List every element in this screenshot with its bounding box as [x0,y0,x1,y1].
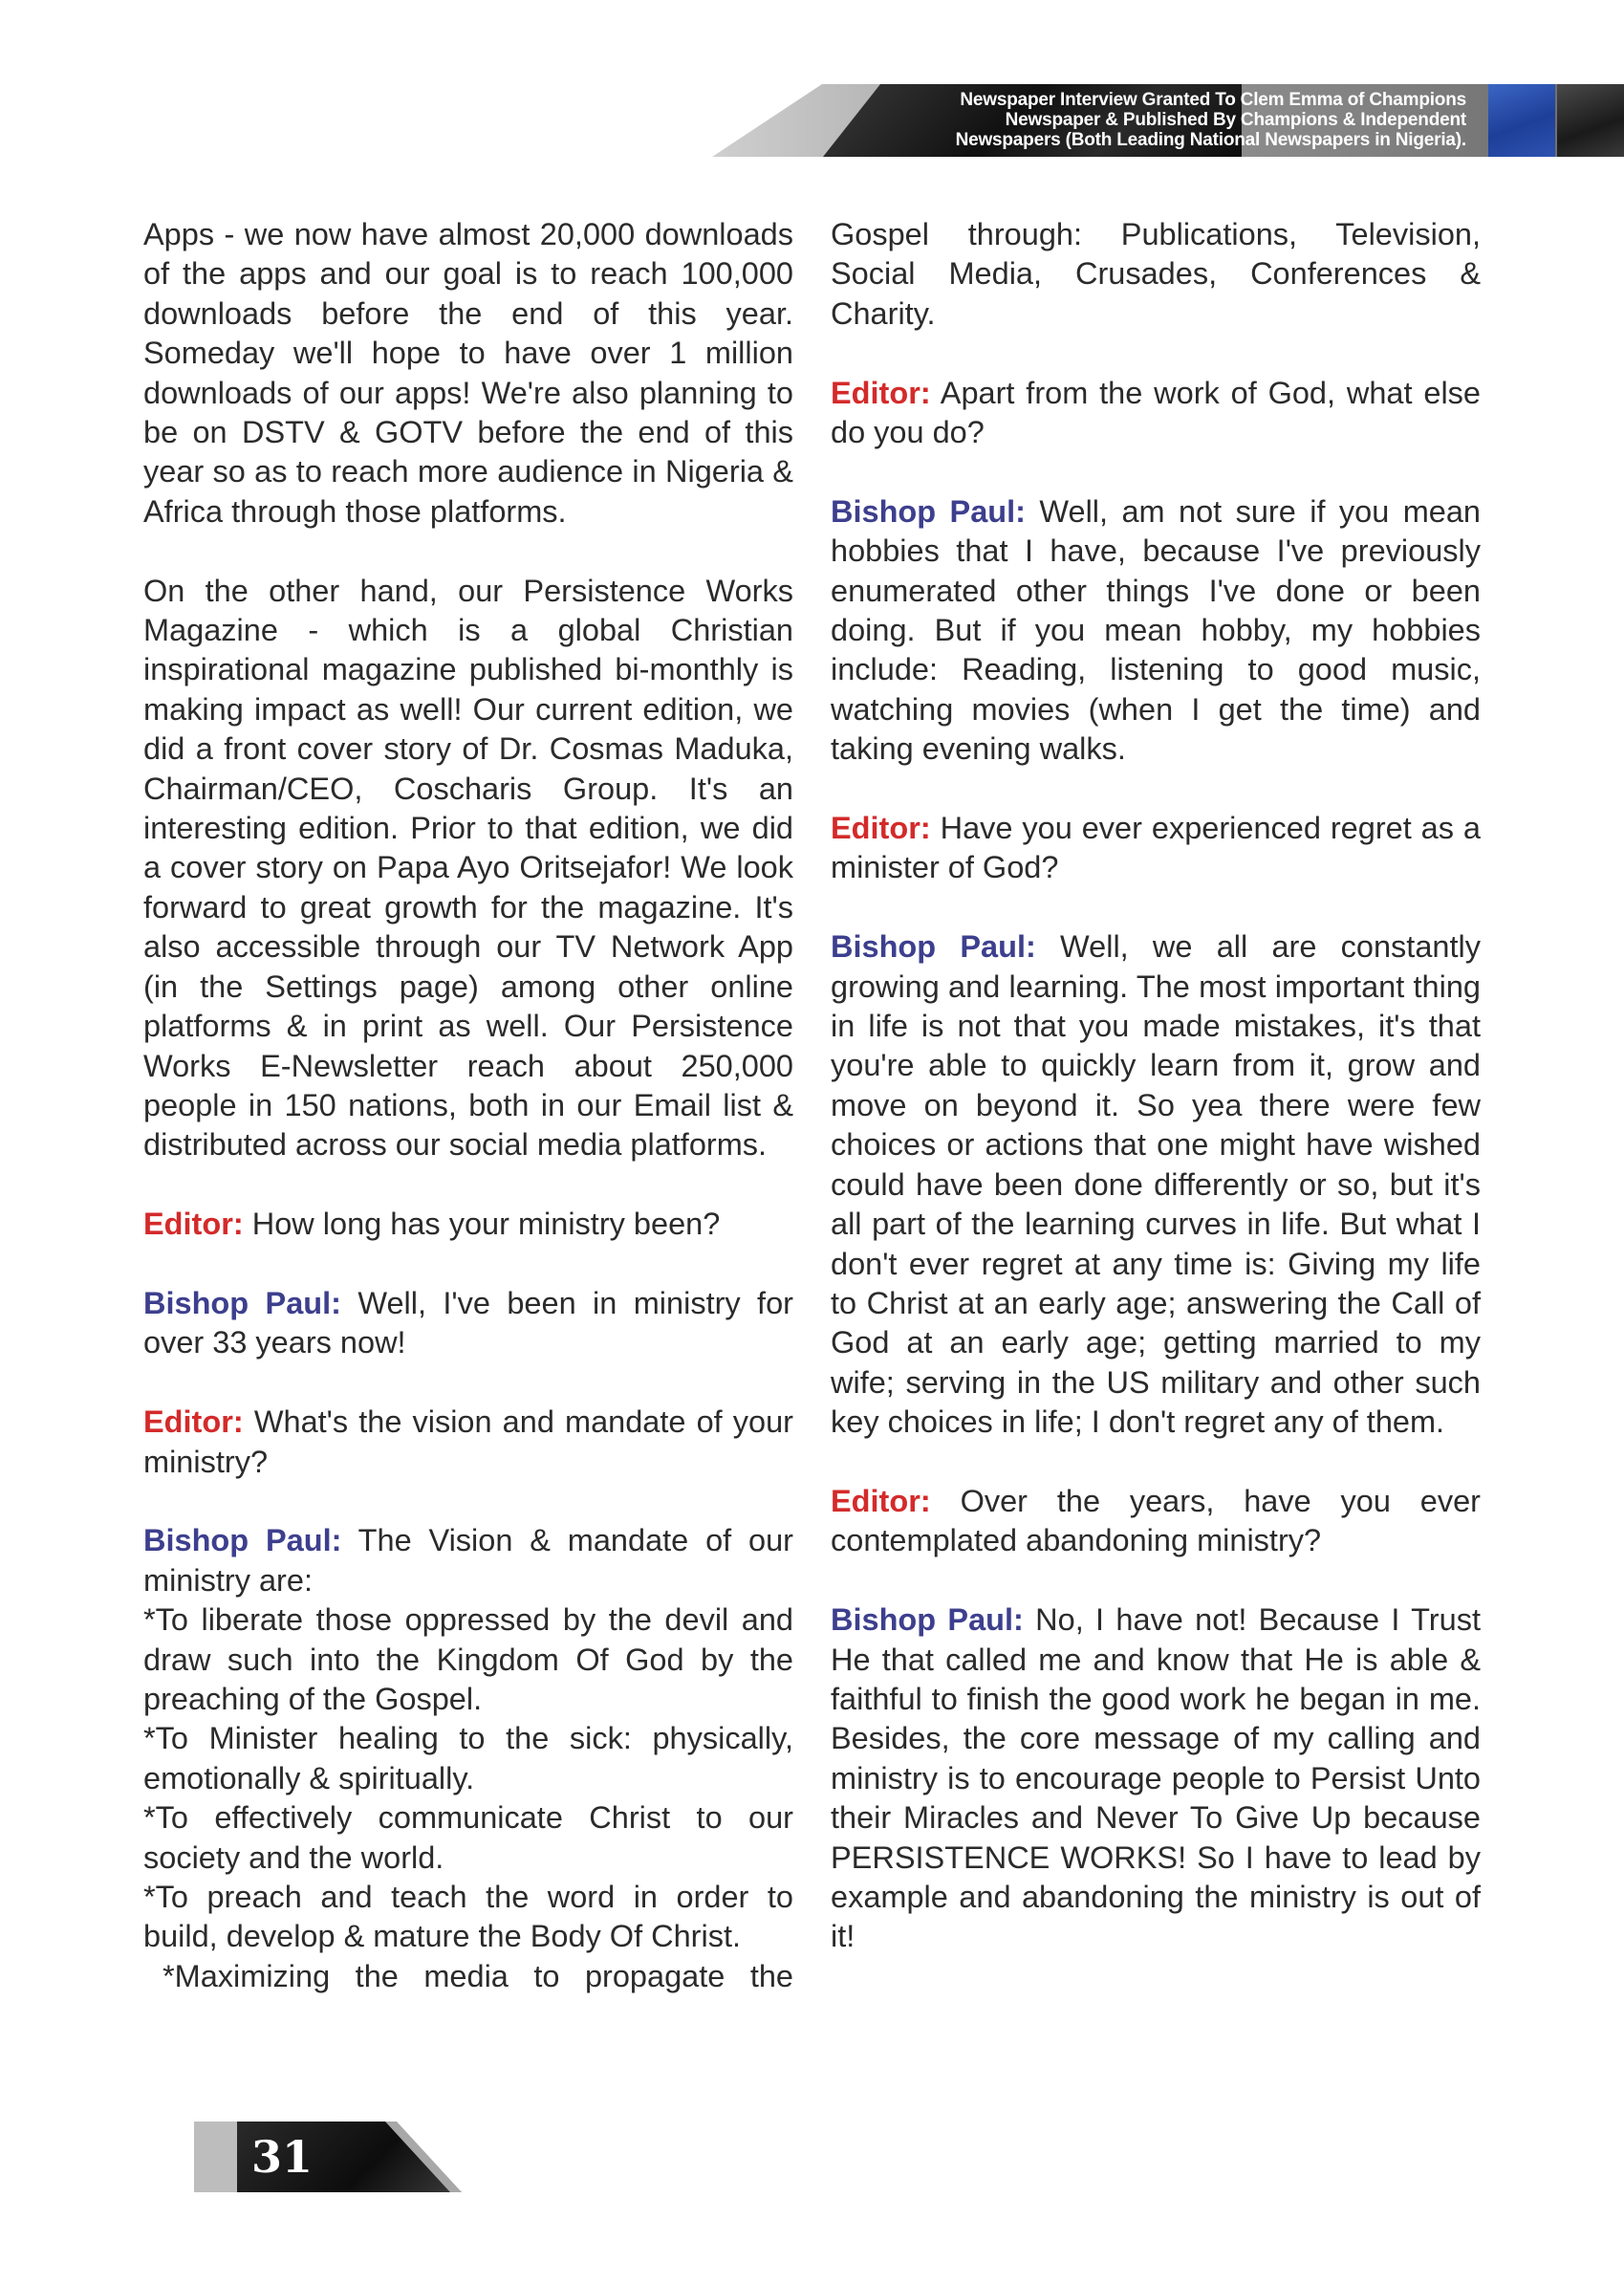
question-text: How long has your ministry been? [243,1207,721,1242]
question-vision [143,1403,793,1482]
left-column [143,215,793,1996]
answer-vision [143,1521,793,1600]
header-title [931,90,1466,150]
vision-bullet: *To liberate those oppressed by the devil and draw such into the Kingdom Of God by the preaching of the Gospel. [143,1602,793,1716]
question-text: Apart from the work of God, what else do you do? [831,375,1481,450]
editor-label: Editor: [143,1404,244,1440]
answer-hobbies [831,492,1481,770]
editor-label: Editor: [831,375,931,410]
bishop-label: Bishop Paul: [831,929,1036,965]
footer-light-block [194,2122,237,2192]
paragraph-magazine: On the other hand, our Persistence Works Magazine - which is a global Christian inspirational magazine published bi-monthly is making impact as well! Our current edition, we did a front cover story of Dr. Cosmas Maduka, Chairman/CEO, Coscharis Group. It's an interesting edition. Prior to that edition, we did a cover story on Papa Ayo Oritsejafor! We look forward to great growth for the magazine. It's also accessible through our TV Network App (in the Settings page) among other online platforms & in print as well. Our Persistence Works E-Newsletter reach about 250,000 people in 150 nations, both in our Email list & distributed across our social media platforms. [143,573,793,1163]
header-title-line-3: Newspapers (Both Leading National Newspapers in Nigeria). [955,130,1466,150]
answer-text: The Vision & mandate of our ministry are: [143,1523,793,1598]
vision-bullet: *To Minister healing to the sick: physically, emotionally & spiritually. [143,1721,793,1795]
question-ministry-length [143,1205,793,1244]
banner-blue-block [1488,84,1555,157]
answer-text: Well, I've been in ministry for over 33 years now! [143,1285,793,1360]
editor-label: Editor: [831,811,931,846]
vision-bullet: *To preach and teach the word in order to build, develop & mature the Body Of Christ. [143,1879,793,1954]
bishop-label: Bishop Paul: [831,1602,1024,1638]
bishop-label: Bishop Paul: [143,1285,341,1320]
question-text: Over the years, have you ever contemplated abandoning ministry? [831,1483,1481,1558]
bishop-label: Bishop Paul: [831,493,1026,529]
answer-text: No, I have not! Because I Trust He that called me and know that He is able & faithful to finish the good work he began in me. Besides, the core message of my calling and ministry is to encourage people to Persist Unto their Miracles and Never To Give Up because PERSISTENCE WORKS! So I have to lead by example and abandoning the ministry is out of it! [831,1602,1481,1954]
question-other-work [831,374,1481,453]
answer-ministry-length [143,1284,793,1363]
answer-regret [831,927,1481,1442]
page-footer [194,2122,462,2192]
right-column [831,215,1481,1996]
question-text: Have you ever experienced regret as a minister of God? [831,811,1481,885]
header-title-line-2: Newspaper & Published By Champions & Independent [1005,110,1466,130]
header-title-line-1: Newspaper Interview Granted To Clem Emma of Champions [960,90,1466,110]
page-number: 31 [251,2131,314,2183]
answer-text: Well, am not sure if you mean hobbies that I have, because I've previously enumerated other things I've done or been doing. But if you mean hobby, my hobbies include: Reading, listening to good music, watching movies (when I get the time) and taking evening walks. [831,493,1481,767]
header-banner [712,84,1624,157]
editor-label: Editor: [831,1483,931,1518]
vision-bullet: *Maximizing the media to propagate the [162,1958,793,1993]
paragraph-gospel: Gospel through: Publications, Television, Social Media, Crusades, Conferences & Charity. [831,217,1481,331]
question-regret [831,809,1481,888]
paragraph-apps: Apps - we now have almost 20,000 downloads of the apps and our goal is to reach 100,000 downloads before the end of this year. Someday we'll hope to have over 1 million downloads of our apps! We're also planning to be on DSTV & GOTV before the end of this year so as to reach more audience in Nigeria & Africa through those platforms. [143,217,793,529]
banner-grey-block [1557,84,1624,157]
answer-text: Well, we all are constantly growing and learning. The most important thing in life is not that you made mistakes, it's that you're able to quickly learn from it, grow and move on beyond it. So yea there were few choices or actions that one might have wished could have been done differently or so, but it's all part of the learning curves in life. But what I don't ever regret at any time is: Giving my life to Christ at an early age; answering the Call of God at an early age; getting married to my wife; serving in the US military and other such key choices in life; I don't regret any of them. [831,929,1481,1440]
editor-label: Editor: [143,1207,244,1242]
vision-bullet: *To effectively communicate Christ to our society and the world. [143,1800,793,1875]
question-text: What's the vision and mandate of your ministry? [143,1404,793,1479]
question-abandon [831,1482,1481,1561]
answer-abandon [831,1600,1481,1957]
bishop-label: Bishop Paul: [143,1523,342,1558]
